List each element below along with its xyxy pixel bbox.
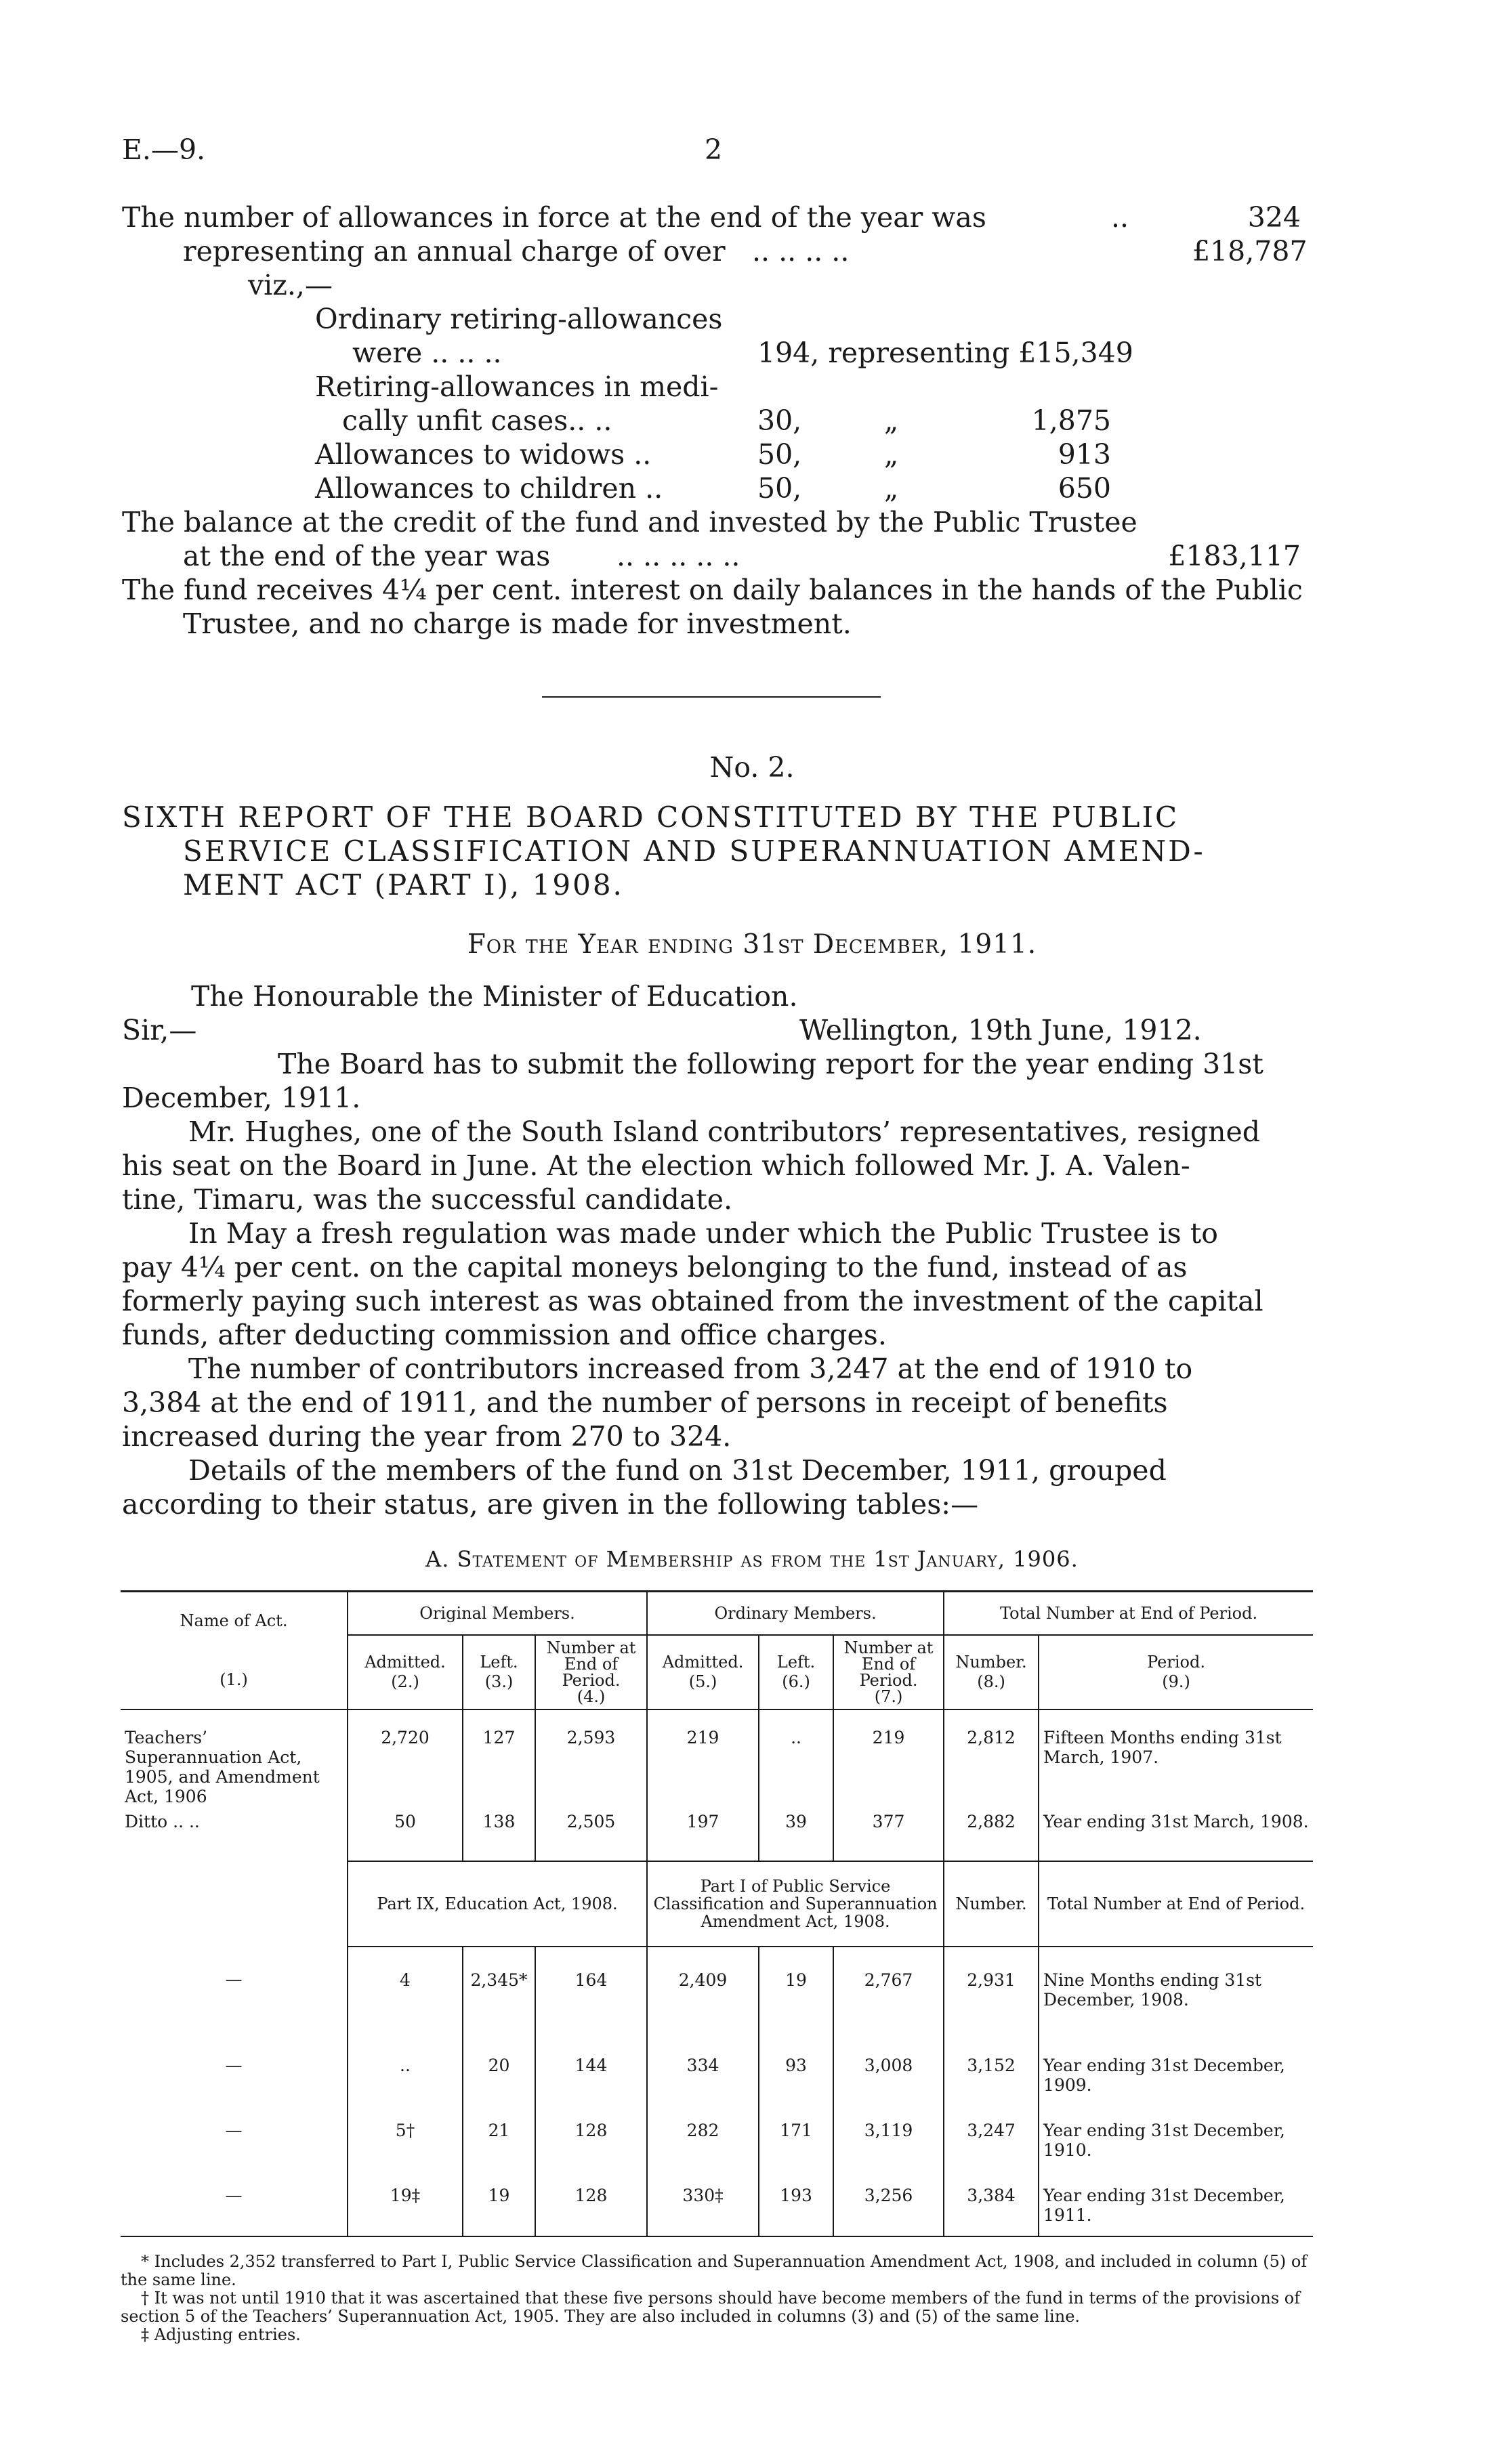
- footnote-star: * Includes 2,352 transferred to Part I, Public Service Classification and Superannuation Amendment Act, 1908, and included in column (5) of the same line.: [121, 2252, 1308, 2289]
- cell: 20: [463, 2046, 535, 2111]
- cell: Year ending 31st December, 1910.: [1039, 2111, 1313, 2176]
- row-a2-name: Ditto .. ..: [125, 1812, 200, 1831]
- allowance-item-2-line1: Retiring-allowances in medi-: [315, 370, 719, 403]
- cell: 138: [463, 1810, 535, 1861]
- allowance-item-2-count: 30,: [757, 404, 802, 437]
- allowance-item-1-line2: were .. .. ..: [352, 337, 502, 369]
- para-3-line1: In May a fresh regulation was made under which the Public Trustee is to: [188, 1217, 1218, 1250]
- balance-value: £183,117: [1168, 540, 1301, 572]
- para-4-line2: 3,384 at the end of 1911, and the number of persons in receipt of benefits: [122, 1386, 1168, 1419]
- allowance-item-3-amount: 913: [1058, 438, 1111, 471]
- cell: ..: [348, 2046, 463, 2111]
- cell: 2,720: [348, 1709, 463, 1810]
- footnote-dagger: † It was not until 1910 that it was ascertained that these five persons should have become members of the fund in terms of the provisions of section 5 of the Teachers’ Superannuation Act, 1905. They are also included in columns (3) and (5) of the same line.: [121, 2289, 1301, 2326]
- balance-text-line2: at the end of the year was: [183, 540, 551, 572]
- col-header-9: Period. (9.): [1039, 1635, 1313, 1709]
- cell: Year ending 31st December, 1909.: [1039, 2046, 1313, 2111]
- footnote-double-dagger: ‡ Adjusting entries.: [141, 2325, 301, 2344]
- cell: 2,812: [944, 1709, 1039, 1810]
- cell: —: [225, 2056, 243, 2075]
- page-number: 2: [705, 133, 723, 166]
- allowances-count-value: 324: [1247, 201, 1301, 234]
- table-caption: A. Statement of Membership as from the 1st January, 1906.: [425, 1546, 1079, 1572]
- report-title-line3: MENT ACT (PART I), 1908.: [183, 868, 624, 901]
- section-divider: [542, 696, 881, 698]
- cell: 282: [647, 2111, 759, 2176]
- report-subtitle: For the Year ending 31st December, 1911.: [467, 929, 1037, 960]
- para-2-line3: tine, Timaru, was the successful candidate.: [122, 1183, 733, 1216]
- cell: 219: [647, 1709, 759, 1810]
- balance-dots: .. .. .. .. ..: [617, 540, 740, 572]
- cell: Year ending 31st December, 1911.: [1039, 2176, 1313, 2236]
- allowance-item-4-label: Allowances to children ..: [315, 472, 663, 505]
- salutation: Sir,—: [122, 1014, 197, 1046]
- cell: 4: [348, 1947, 463, 2046]
- balance-text-line1: The balance at the credit of the fund and invested by the Public Trustee: [122, 506, 1137, 538]
- cell: —: [121, 2176, 348, 2236]
- col-header-7: Number at End of Period. (7.): [833, 1635, 944, 1709]
- membership-table: [121, 1590, 1313, 2237]
- cell: 128: [535, 2111, 647, 2176]
- document-code: E.—9.: [122, 133, 206, 166]
- cell: 197: [647, 1810, 759, 1861]
- group-header-original: Original Members.: [348, 1592, 647, 1636]
- cell: 19: [463, 2176, 535, 2236]
- cell: Fifteen Months ending 31st March, 1907.: [1039, 1709, 1313, 1810]
- cell: 164: [535, 1947, 647, 2046]
- para-4-line1: The number of contributors increased from 3,247 at the end of 1910 to: [188, 1353, 1193, 1385]
- cell: Nine Months ending 31st December, 1908.: [1039, 1947, 1313, 2046]
- cell: 128: [535, 2176, 647, 2236]
- allowances-count-dots: ..: [1111, 201, 1129, 234]
- allowance-item-3-ditto: „: [884, 438, 899, 471]
- cell: 5†: [348, 2111, 463, 2176]
- col-header-3: Left. (3.): [463, 1635, 535, 1709]
- cell: 3,247: [944, 2111, 1039, 2176]
- cell: 2,882: [944, 1810, 1039, 1861]
- col-header-6: Left. (6.): [759, 1635, 833, 1709]
- col-header-2: Admitted. (2.): [348, 1635, 463, 1709]
- place-date: Wellington, 19th June, 1912.: [799, 1014, 1202, 1046]
- allowance-item-1-line1: Ordinary retiring-allowances: [315, 303, 723, 335]
- cell: 93: [759, 2046, 833, 2111]
- cell: 2,409: [647, 1947, 759, 2046]
- col-header-8: Number. (8.): [944, 1635, 1039, 1709]
- cell: 21: [463, 2111, 535, 2176]
- cell: 3,008: [833, 2046, 944, 2111]
- cell: Year ending 31st March, 1908.: [1039, 1810, 1313, 1861]
- cell: —: [225, 1970, 243, 1989]
- group-header-part-ix: Part IX, Education Act, 1908.: [348, 1861, 647, 1947]
- addressee: The Honourable the Minister of Education.: [191, 980, 798, 1013]
- allowance-item-1-value: 194, representing £15,349: [757, 337, 1133, 369]
- allowance-item-2-amount: 1,875: [1031, 404, 1111, 437]
- cell: 19‡: [348, 2176, 463, 2236]
- annual-charge-value: £18,787: [1192, 235, 1308, 268]
- cell: ..: [759, 1709, 833, 1810]
- cell: 2,931: [944, 1947, 1039, 2046]
- col-header-name-of-act: Name of Act. (1.): [121, 1592, 348, 1710]
- cell: 127: [463, 1709, 535, 1810]
- para-1-line2: December, 1911.: [122, 1082, 361, 1114]
- interest-text-line2: Trustee, and no charge is made for investment.: [183, 608, 852, 640]
- col-header-5: Admitted. (5.): [647, 1635, 759, 1709]
- para-2-line1: Mr. Hughes, one of the South Island contributors’ representatives, resigned: [188, 1116, 1261, 1148]
- cell: 330‡: [647, 2176, 759, 2236]
- allowance-item-4-count: 50,: [757, 472, 802, 505]
- table-row: [121, 1709, 1313, 1810]
- para-3-line3: formerly paying such interest as was obtained from the investment of the capital: [122, 1285, 1263, 1317]
- group-header-ordinary: Ordinary Members.: [647, 1592, 944, 1636]
- allowance-item-2-ditto: „: [884, 404, 899, 437]
- allowance-item-3-count: 50,: [757, 438, 802, 471]
- allowance-item-4-amount: 650: [1058, 472, 1111, 505]
- allowances-count-text: The number of allowances in force at the end of the year was: [122, 201, 986, 234]
- col-header-4: Number at End of Period. (4.): [535, 1635, 647, 1709]
- cell: 2,767: [833, 1947, 944, 2046]
- allowance-item-3-label: Allowances to widows ..: [315, 438, 652, 471]
- table-row: [121, 2111, 1313, 2176]
- para-2-line2: his seat on the Board in June. At the election which followed Mr. J. A. Valen-: [122, 1149, 1190, 1182]
- allowance-item-4-ditto: „: [884, 472, 899, 505]
- cell: 193: [759, 2176, 833, 2236]
- cell: 19: [759, 1947, 833, 2046]
- table-row: [121, 2176, 1313, 2236]
- report-number: No. 2.: [709, 751, 795, 784]
- group-header-total-end: Total Number at End of Period.: [1039, 1861, 1313, 1947]
- annual-charge-dots: .. .. .. ..: [752, 235, 850, 268]
- para-3-line2: pay 4¼ per cent. on the capital moneys belonging to the fund, instead of as: [122, 1251, 1188, 1283]
- cell: 3,119: [833, 2111, 944, 2176]
- cell: 2,505: [535, 1810, 647, 1861]
- cell: 3,384: [944, 2176, 1039, 2236]
- row-a1-name: Teachers’ Superannuation Act, 1905, and Amendment Act, 1906: [125, 1728, 320, 1806]
- annual-charge-text: representing an annual charge of over: [183, 235, 726, 268]
- cell: —: [225, 2121, 243, 2140]
- table-row: [121, 1947, 1313, 2046]
- cell: 3,256: [833, 2176, 944, 2236]
- cell: 3,152: [944, 2046, 1039, 2111]
- cell: 50: [348, 1810, 463, 1861]
- cell: 219: [833, 1709, 944, 1810]
- table-row: [121, 1810, 1313, 1861]
- report-title-line2: SERVICE CLASSIFICATION AND SUPERANNUATION AMEND-: [183, 834, 1205, 868]
- cell: 144: [535, 2046, 647, 2111]
- para-5-line2: according to their status, are given in the following tables:—: [122, 1488, 979, 1521]
- report-title-line1: SIXTH REPORT OF THE BOARD CONSTITUTED BY THE PUBLIC: [122, 801, 1179, 834]
- table-row: [121, 2046, 1313, 2111]
- para-3-line4: funds, after deducting commission and office charges.: [122, 1319, 887, 1351]
- group-header-number: Number.: [944, 1861, 1039, 1947]
- para-5-line1: Details of the members of the fund on 31st December, 1911, grouped: [188, 1454, 1167, 1487]
- cell: 2,345*: [463, 1947, 535, 2046]
- cell: 377: [833, 1810, 944, 1861]
- para-4-line3: increased during the year from 270 to 324.: [122, 1420, 732, 1453]
- para-1-line1: The Board has to submit the following report for the year ending 31st: [278, 1048, 1263, 1080]
- allowance-item-2-line2: cally unfit cases.. ..: [342, 404, 612, 437]
- interest-text-line1: The fund receives 4¼ per cent. interest on daily balances in the hands of the Public: [122, 574, 1303, 606]
- cell: 39: [759, 1810, 833, 1861]
- cell: 334: [647, 2046, 759, 2111]
- viz-label: viz.,—: [248, 269, 333, 301]
- cell: 2,593: [535, 1709, 647, 1810]
- cell: 171: [759, 2111, 833, 2176]
- group-header-total: Total Number at End of Period.: [944, 1592, 1313, 1636]
- group-header-part-i: Part I of Public Service Classification and Superannuation Amendment Act, 1908.: [647, 1861, 944, 1947]
